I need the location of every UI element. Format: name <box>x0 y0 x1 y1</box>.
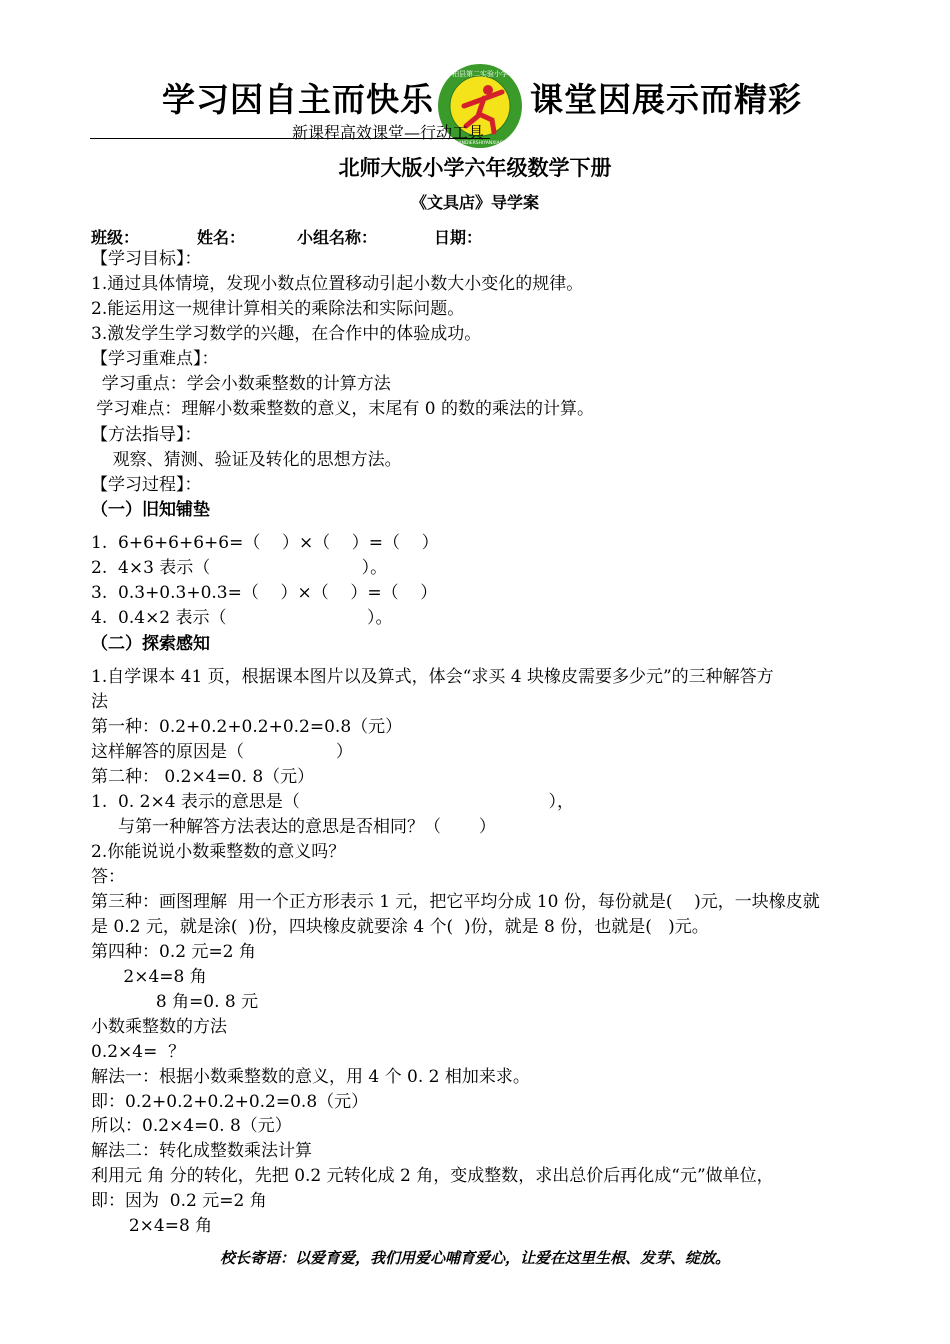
body-line: 即：0.2+0.2+0.2+0.2=0.8（元） <box>91 1092 369 1112</box>
body-line: 1.自学课本 41 页，根据课本图片以及算式，体会“求买 4 块橡皮需要多少元”的三种解答方 <box>91 667 774 687</box>
body-line: 利用元 角 分的转化，先把 0.2 元转化成 2 角，变成整数，求出总价后再化成“元”做单位， <box>91 1166 774 1186</box>
class-label: 班级： <box>91 228 140 247</box>
subtitle: 新课程高效课堂—行动工具 <box>292 123 485 142</box>
body-line: 第四种：0.2 元=2 角 <box>91 942 256 962</box>
page-title: 北师大版小学六年级数学下册 <box>338 156 612 180</box>
section-heading: （一）旧知铺垫 <box>91 500 210 520</box>
body-line: 2.能运用这一规律计算相关的乘除法和实际问题。 <box>91 299 465 319</box>
body-line: 【方法指导】： <box>91 425 202 445</box>
body-line: 1. 6+6+6+6+6=（ ）×（ ）=（ ） <box>91 533 439 553</box>
body-line: 学习重点：学会小数乘整数的计算方法 <box>91 374 391 394</box>
principal-message: 校长寄语：以爱育爱，我们用爱心哺育爱心，让爱在这里生根、发芽、绽放。 <box>219 1249 730 1267</box>
body-line: 【学习重难点】： <box>91 349 219 369</box>
body-line: 8 角=0. 8 元 <box>91 992 259 1012</box>
logo-text-bottom: BOXIANDIERSHIYANXIAOXUE <box>447 141 513 146</box>
body-line: 所以：0.2×4=0. 8（元） <box>91 1116 292 1136</box>
body-line: 第三种：画图理解 用一个正方形表示 1 元，把它平均分成 10 份，每份就是( )元，一块橡皮就 <box>91 892 820 912</box>
section-heading: （二）探索感知 <box>91 634 210 654</box>
body-line: 是 0.2 元，就是涂( )份，四块橡皮就要涂 4 个( )份，就是 8 份，也就是( )元。 <box>91 917 709 937</box>
body-line: 3. 0.3+0.3+0.3=（ ）×（ ）=（ ） <box>91 583 438 603</box>
body-line: 第二种： 0.2×4=0. 8（元） <box>91 767 315 787</box>
body-line: 解法二：转化成整数乘法计算 <box>91 1141 312 1161</box>
body-line: 学习难点：理解小数乘整数的意义，末尾有 0 的数的乘法的计算。 <box>91 399 595 419</box>
body-line: 2. 4×3 表示（ ）。 <box>91 558 388 578</box>
body-line: 第一种：0.2+0.2+0.2+0.2=0.8（元） <box>91 717 403 737</box>
body-line: 1.通过具体情境，发现小数点位置移动引起小数大小变化的规律。 <box>91 274 584 294</box>
banner-left-slogan: 学习因自主而快乐 <box>162 80 434 119</box>
body-line: 观察、猜测、验证及转化的思想方法。 <box>91 450 402 470</box>
logo-text: 柏县第二实验小学 <box>452 70 508 78</box>
body-line: 【学习目标】： <box>91 249 202 269</box>
name-label: 姓名： <box>197 228 246 247</box>
group-label: 小组名称： <box>297 228 378 247</box>
banner-right-slogan: 课堂因展示而精彩 <box>530 80 802 119</box>
lesson-title: 《文具店》导学案 <box>410 193 539 212</box>
body-line: 2×4=8 角 <box>91 967 207 987</box>
body-line: 即：因为 0.2 元=2 角 <box>91 1191 267 1211</box>
body-line: 2.你能说说小数乘整数的意义吗？ <box>91 842 346 862</box>
body-line: 法 <box>91 692 108 712</box>
body-line: 与第一种解答方法表达的意思是否相同？（ ） <box>91 817 496 837</box>
body-line: 1. 0. 2×4 表示的意思是（ ）， <box>91 792 575 812</box>
body-line: 小数乘整数的方法 <box>91 1017 227 1037</box>
date-label: 日期： <box>434 228 483 247</box>
body-line: 答： <box>91 867 125 887</box>
body-line: 这样解答的原因是（ ） <box>91 742 353 762</box>
body-line: 【学习过程】： <box>91 475 202 495</box>
body-line: 0.2×4= ？ <box>91 1042 186 1062</box>
body-line: 4. 0.4×2 表示（ ）。 <box>91 608 393 628</box>
body-line: 2×4=8 角 <box>91 1216 213 1236</box>
body-line: 3.激发学生学习数学的兴趣，在合作中的体验成功。 <box>91 324 482 344</box>
body-line: 解法一：根据小数乘整数的意义，用 4 个 0. 2 相加来求。 <box>91 1067 530 1087</box>
